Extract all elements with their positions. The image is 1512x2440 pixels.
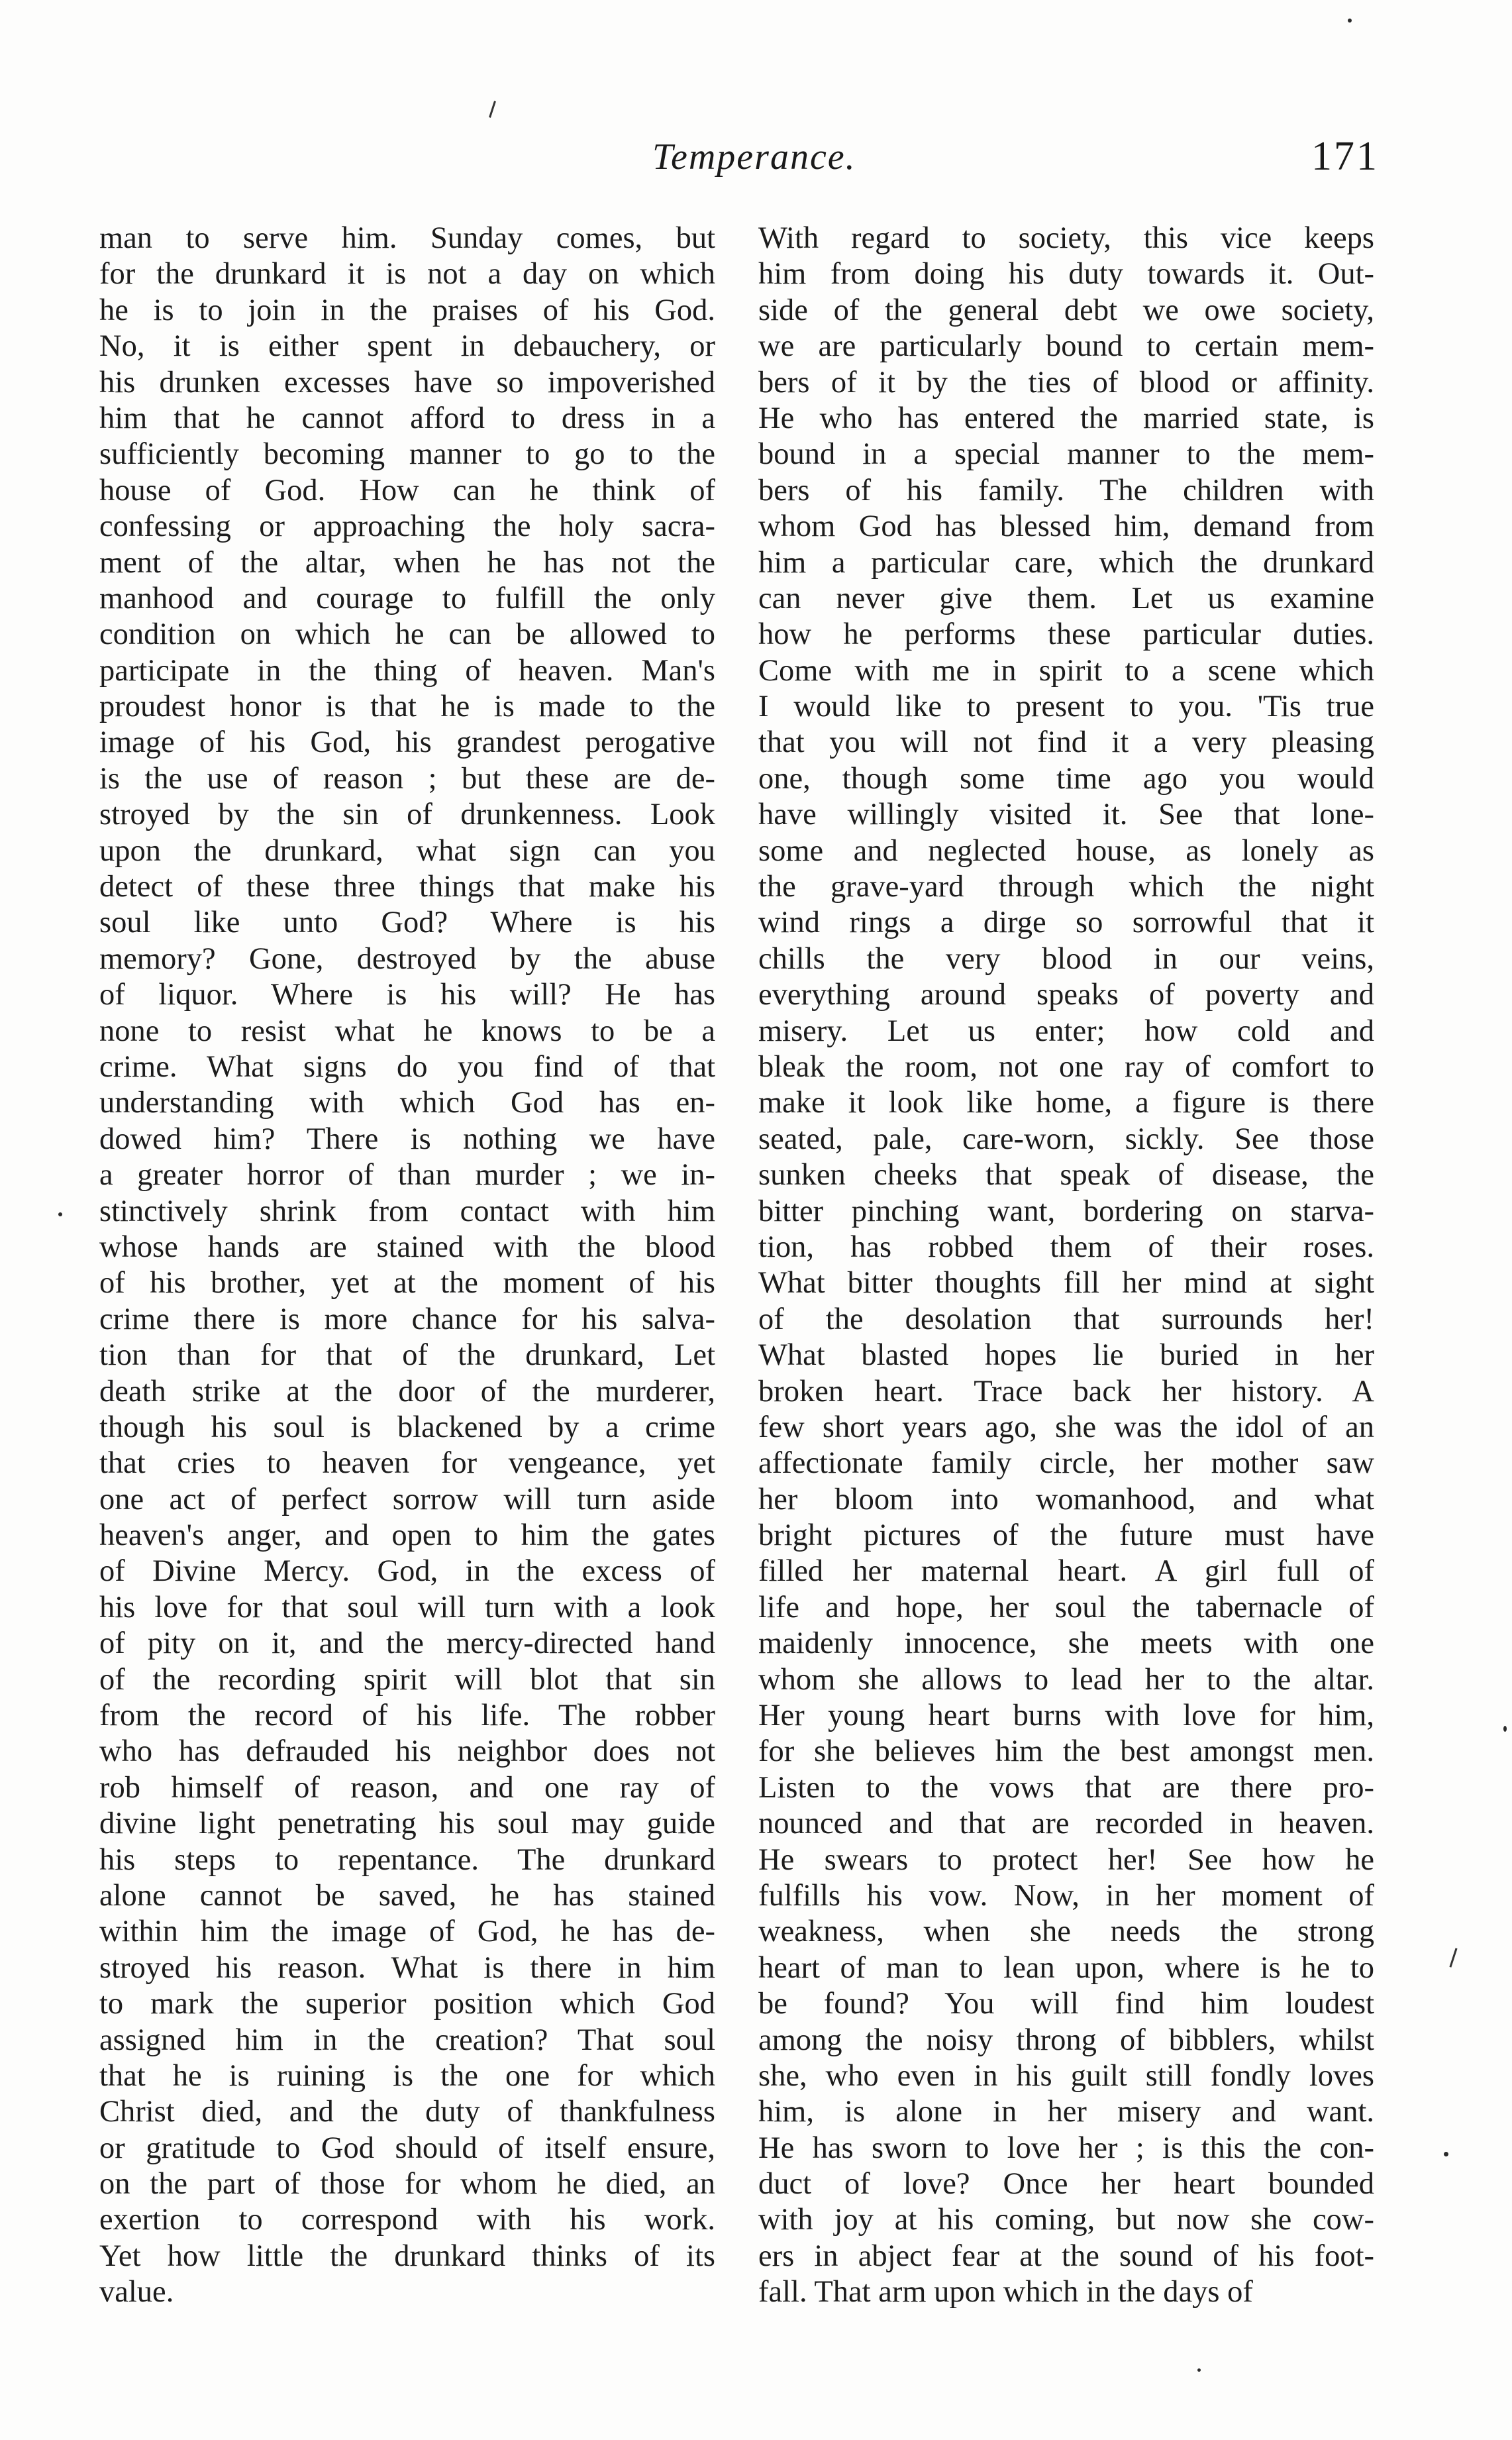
stray-speck-right-bottom	[1444, 2152, 1448, 2156]
text-column-right	[758, 221, 1374, 2311]
text-line: of the desolation that surrounds her!	[758, 1302, 1374, 1336]
text-line: that he is ruining is the one for which	[99, 2058, 715, 2093]
text-line: of Divine Mercy. God, in the excess of	[99, 1554, 715, 1589]
text-line: dowed him? There is nothing we have	[99, 1122, 715, 1156]
text-line: him a particular care, which the drunkard	[758, 545, 1374, 580]
text-line: affectionate family circle, her mother saw	[758, 1446, 1374, 1481]
text-line: is the use of reason ; but these are de-	[99, 761, 715, 796]
text-line: bers of it by the ties of blood or affinity.	[758, 365, 1374, 399]
text-line: none to resist what he knows to be a	[99, 1014, 715, 1048]
text-line: With regard to society, this vice keeps	[758, 221, 1374, 255]
text-line: whom God has blessed him, demand from	[758, 509, 1374, 544]
text-line: confessing or approaching the holy sacra-	[99, 509, 715, 544]
text-line: fall. That arm upon which in the days of	[758, 2275, 1253, 2309]
text-column-left	[99, 221, 715, 2311]
text-line: whom she allows to lead her to the altar.	[758, 1662, 1374, 1697]
text-line: side of the general debt we owe society,	[758, 293, 1374, 327]
text-line: for the drunkard it is not a day on which	[99, 257, 715, 292]
text-line: ers in abject fear at the sound of his foot-	[758, 2239, 1374, 2273]
text-line: seated, pale, care-worn, sickly. See those	[758, 1122, 1374, 1156]
text-line: wind rings a dirge so sorrowful that it	[758, 906, 1374, 940]
text-line: detect of these three things that make his	[99, 870, 715, 904]
text-line: one act of perfect sorrow will turn aside	[99, 1482, 715, 1516]
text-line: heart of man to lean upon, where is he to	[758, 1950, 1374, 1985]
text-line: we are particularly bound to certain mem-	[758, 329, 1374, 364]
text-line: alone cannot be saved, he has stained	[99, 1878, 715, 1913]
text-line: exertion to correspond with his work.	[99, 2203, 715, 2237]
text-line: He who has entered the married state, is	[758, 401, 1374, 435]
text-line: with joy at his coming, but now she cow-	[758, 2203, 1374, 2237]
text-line: bitter pinching want, bordering on starva-	[758, 1194, 1374, 1228]
text-line: everything around speaks of poverty and	[758, 978, 1374, 1012]
text-line: What blasted hopes lie buried in her	[758, 1338, 1374, 1373]
text-line: for she believes him the best amongst men.	[758, 1734, 1374, 1769]
text-line: from the record of his life. The robber	[99, 1699, 715, 1733]
text-line: his steps to repentance. The drunkard	[99, 1842, 715, 1877]
text-line: that cries to heaven for vengeance, yet	[99, 1446, 715, 1481]
text-line: how he performs these particular duties.	[758, 617, 1374, 652]
text-line: bers of his family. The children with	[758, 473, 1374, 507]
text-line: within him the image of God, he has de-	[99, 1915, 715, 1949]
text-line: Listen to the vows that are there pro-	[758, 1770, 1374, 1805]
text-line: he is to join in the praises of his God.	[99, 293, 715, 327]
stray-speck-right-margin	[1503, 1726, 1507, 1732]
stray-speck-top-right	[1348, 19, 1352, 23]
text-line: him that he cannot afford to dress in a	[99, 401, 715, 435]
text-line: tion than for that of the drunkard, Let	[99, 1338, 715, 1373]
text-line: value.	[99, 2275, 174, 2309]
text-line: whose hands are stained with the blood	[99, 1230, 715, 1264]
text-line: though his soul is blackened by a crime	[99, 1410, 715, 1444]
text-line: one, though some time ago you would	[758, 761, 1374, 796]
text-line: nounced and that are recorded in heaven.	[758, 1807, 1374, 1841]
text-line: No, it is either spent in debauchery, or	[99, 329, 715, 364]
text-line: upon the drunkard, what sign can you	[99, 833, 715, 868]
text-line: have willingly visited it. See that lone-	[758, 798, 1374, 832]
text-line: stroyed his reason. What is there in him	[99, 1950, 715, 1985]
text-line: Come with me in spirit to a scene which	[758, 653, 1374, 688]
text-line: broken heart. Trace back her history. A	[758, 1374, 1374, 1408]
text-line: a greater horror of than murder ; we in-	[99, 1158, 715, 1193]
stray-mark-top	[489, 101, 496, 118]
text-line: death strike at the door of the murderer,	[99, 1374, 715, 1408]
text-line: I would like to present to you. 'Tis true	[758, 690, 1374, 724]
text-line: weakness, when she needs the strong	[758, 1915, 1374, 1949]
text-line: of liquor. Where is his will? He has	[99, 978, 715, 1012]
text-line: to mark the superior position which God	[99, 1987, 715, 2021]
text-line: that you will not find it a very pleasing	[758, 725, 1374, 760]
text-line: tion, has robbed them of their roses.	[758, 1230, 1374, 1264]
text-line: be found? You will find him loudest	[758, 1987, 1374, 2021]
text-line: Her young heart burns with love for him,	[758, 1699, 1374, 1733]
text-line: life and hope, her soul the tabernacle of	[758, 1590, 1374, 1624]
text-line: soul like unto God? Where is his	[99, 906, 715, 940]
text-line: chills the very blood in our veins,	[758, 941, 1374, 976]
text-line: assigned him in the creation? That soul	[99, 2023, 715, 2057]
text-line: her bloom into womanhood, and what	[758, 1482, 1374, 1516]
text-line: Yet how little the drunkard thinks of its	[99, 2239, 715, 2273]
text-line: him, is alone in her misery and want.	[758, 2095, 1374, 2129]
text-line: participate in the thing of heaven. Man's	[99, 653, 715, 688]
text-line: proudest honor is that he is made to the	[99, 690, 715, 724]
text-line: condition on which he can be allowed to	[99, 617, 715, 652]
text-line: or gratitude to God should of itself ensure,	[99, 2131, 715, 2165]
text-line: filled her maternal heart. A girl full of	[758, 1554, 1374, 1589]
page-number: 171	[1311, 134, 1379, 179]
text-line: memory? Gone, destroyed by the abuse	[99, 941, 715, 976]
text-line: heaven's anger, and open to him the gates	[99, 1518, 715, 1553]
text-line: He has sworn to love her ; is this the con-	[758, 2131, 1374, 2165]
text-line: bright pictures of the future must have	[758, 1518, 1374, 1553]
text-line: of his brother, yet at the moment of his	[99, 1266, 715, 1300]
text-line: stroyed by the sin of drunkenness. Look	[99, 798, 715, 832]
text-line: fulfills his vow. Now, in her moment of	[758, 1878, 1374, 1913]
text-line: can never give them. Let us examine	[758, 581, 1374, 615]
text-line: bleak the room, not one ray of comfort to	[758, 1049, 1374, 1084]
running-head	[0, 136, 1512, 189]
text-line: divine light penetrating his soul may guide	[99, 1807, 715, 1841]
text-line: duct of love? Once her heart bounded	[758, 2167, 1374, 2201]
stray-speck-left-margin	[58, 1212, 62, 1216]
text-line: make it look like home, a figure is there	[758, 1086, 1374, 1120]
text-line: among the noisy throng of bibblers, whilst	[758, 2023, 1374, 2057]
text-line: man to serve him. Sunday comes, but	[99, 221, 715, 255]
text-line: image of his God, his grandest perogative	[99, 725, 715, 760]
text-line: who has defrauded his neighbor does not	[99, 1734, 715, 1769]
text-line: What bitter thoughts fill her mind at sight	[758, 1266, 1374, 1300]
text-line: of pity on it, and the mercy-directed hand	[99, 1626, 715, 1661]
text-line: crime. What signs do you find of that	[99, 1049, 715, 1084]
text-line: misery. Let us enter; how cold and	[758, 1014, 1374, 1048]
text-line: house of God. How can he think of	[99, 473, 715, 507]
text-line: understanding with which God has en-	[99, 1086, 715, 1120]
text-line: crime there is more chance for his salva-	[99, 1302, 715, 1336]
text-line: she, who even in his guilt still fondly loves	[758, 2058, 1374, 2093]
text-line: maidenly innocence, she meets with one	[758, 1626, 1374, 1661]
stray-speck-bottom	[1197, 2368, 1201, 2372]
running-title: Temperance.	[652, 136, 856, 178]
text-line: bound in a special manner to the mem-	[758, 437, 1374, 472]
text-line: manhood and courage to fulfill the only	[99, 581, 715, 615]
text-line: rob himself of reason, and one ray of	[99, 1770, 715, 1805]
text-line: sunken cheeks that speak of disease, the	[758, 1158, 1374, 1193]
text-line: of the recording spirit will blot that sin	[99, 1662, 715, 1697]
text-line: Christ died, and the duty of thankfulness	[99, 2095, 715, 2129]
text-line: the grave-yard through which the night	[758, 870, 1374, 904]
text-line: on the part of those for whom he died, an	[99, 2167, 715, 2201]
text-line: his drunken excesses have so impoverished	[99, 365, 715, 399]
text-line: his love for that soul will turn with a look	[99, 1590, 715, 1624]
text-line: ment of the altar, when he has not the	[99, 545, 715, 580]
text-line: few short years ago, she was the idol of an	[758, 1410, 1374, 1444]
text-line: He swears to protect her! See how he	[758, 1842, 1374, 1877]
text-line: him from doing his duty towards it. Out-	[758, 257, 1374, 292]
text-line: some and neglected house, as lonely as	[758, 833, 1374, 868]
text-line: stinctively shrink from contact with him	[99, 1194, 715, 1228]
stray-mark-right-margin	[1449, 1948, 1457, 1967]
text-line: sufficiently becoming manner to go to the	[99, 437, 715, 472]
